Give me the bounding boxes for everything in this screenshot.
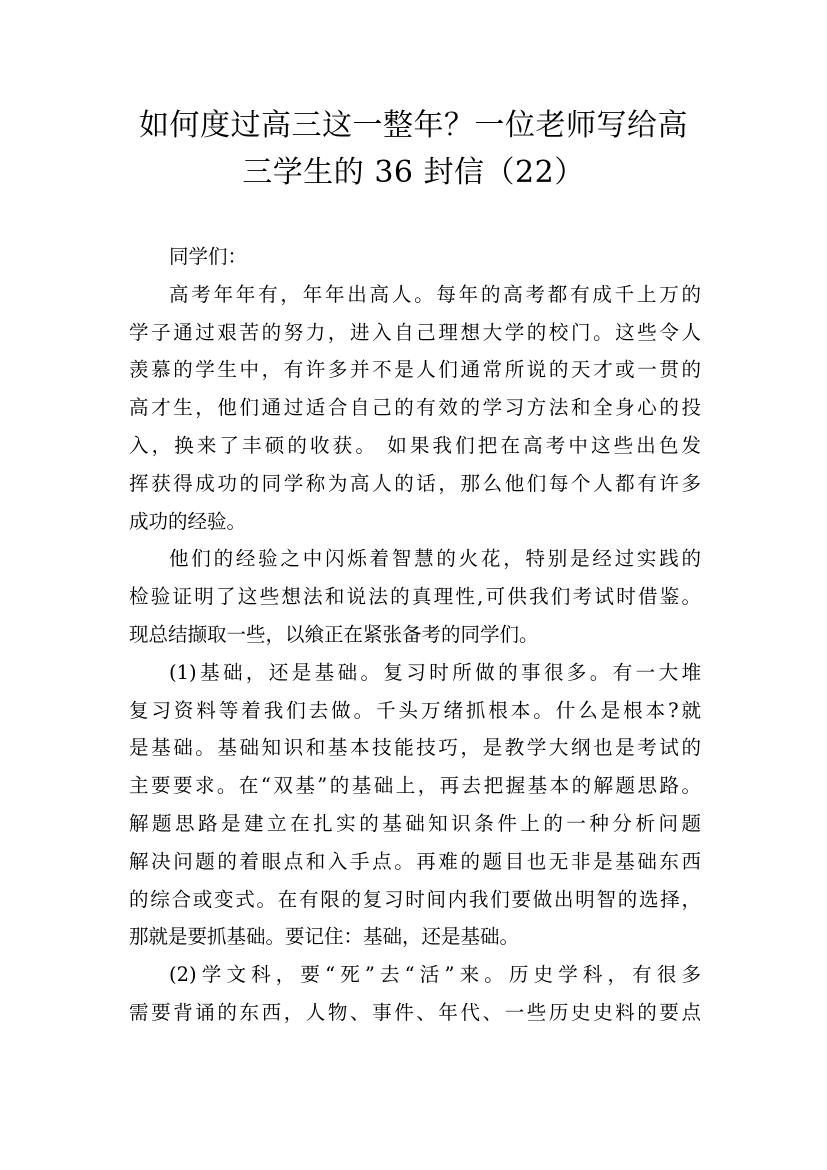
body-text-line: 挥获得成功的同学称为高人的话，那么他们每个人都有许多 xyxy=(129,471,701,495)
body-text-line: 他们的经验之中闪烁着智慧的火花，特别是经过实践的 xyxy=(169,547,701,571)
body-text-line: (2)学文科，要“死”去“活”来。历史学科，有很多 xyxy=(169,963,701,987)
body-text-line: 主要要求。在“双基”的基础上，再去把握基本的解题思路。 xyxy=(129,774,701,798)
body-text-line: (1)基础，还是基础。复习时所做的事很多。有一大堆 xyxy=(169,660,701,684)
body-text-line: 那就是要抓基础。要记住：基础，还是基础。 xyxy=(129,925,520,949)
title-line-1: 如何度过高三这一整年？一位老师写给高 xyxy=(139,108,688,143)
body-text-line: 解题思路是建立在扎实的基础知识条件上的一种分析问题 xyxy=(129,811,701,835)
body-text-line: 高才生，他们通过适合自己的有效的学习方法和全身心的投 xyxy=(129,396,701,420)
body-text-line: 高考年年有，年年出高人。每年的高考都有成千上万的 xyxy=(169,282,701,306)
body-text-line: 需要背诵的东西，人物、事件、年代、一些历史史料的要点 xyxy=(129,1000,701,1024)
body-text-line: 解决问题的着眼点和入手点。再难的题目也无非是基础东西 xyxy=(129,849,701,873)
title-line-2: 三学生的 36 封信（22） xyxy=(242,155,585,190)
body-text-line: 学子通过艰苦的努力，进入自己理想大学的校门。这些令人 xyxy=(129,320,701,344)
body-text-line: 的综合或变式。在有限的复习时间内我们要做出明智的选择， xyxy=(129,887,701,911)
body-text-line: 检验证明了这些想法和说法的真理性,可供我们考试时借鉴。 xyxy=(129,585,701,609)
document-title xyxy=(110,102,717,196)
body-text-line: 羡慕的学生中，有许多并不是人们通常所说的天才或一贯的 xyxy=(129,358,701,382)
body-text-line: 成功的经验。 xyxy=(129,509,247,533)
body-text-line: 同学们： xyxy=(169,245,248,268)
body-text-line: 入，换来了丰硕的收获。 如果我们把在高考中这些出色发 xyxy=(129,433,701,457)
body-text-line: 复习资料等着我们去做。千头万绪抓根本。什么是根本?就 xyxy=(129,698,701,722)
document-body xyxy=(129,238,701,1032)
body-text-line: 现总结撷取一些，以飨正在紧张备考的同学们。 xyxy=(129,622,539,646)
body-text-line: 是基础。基础知识和基本技能技巧，是教学大纲也是考试的 xyxy=(129,736,701,760)
